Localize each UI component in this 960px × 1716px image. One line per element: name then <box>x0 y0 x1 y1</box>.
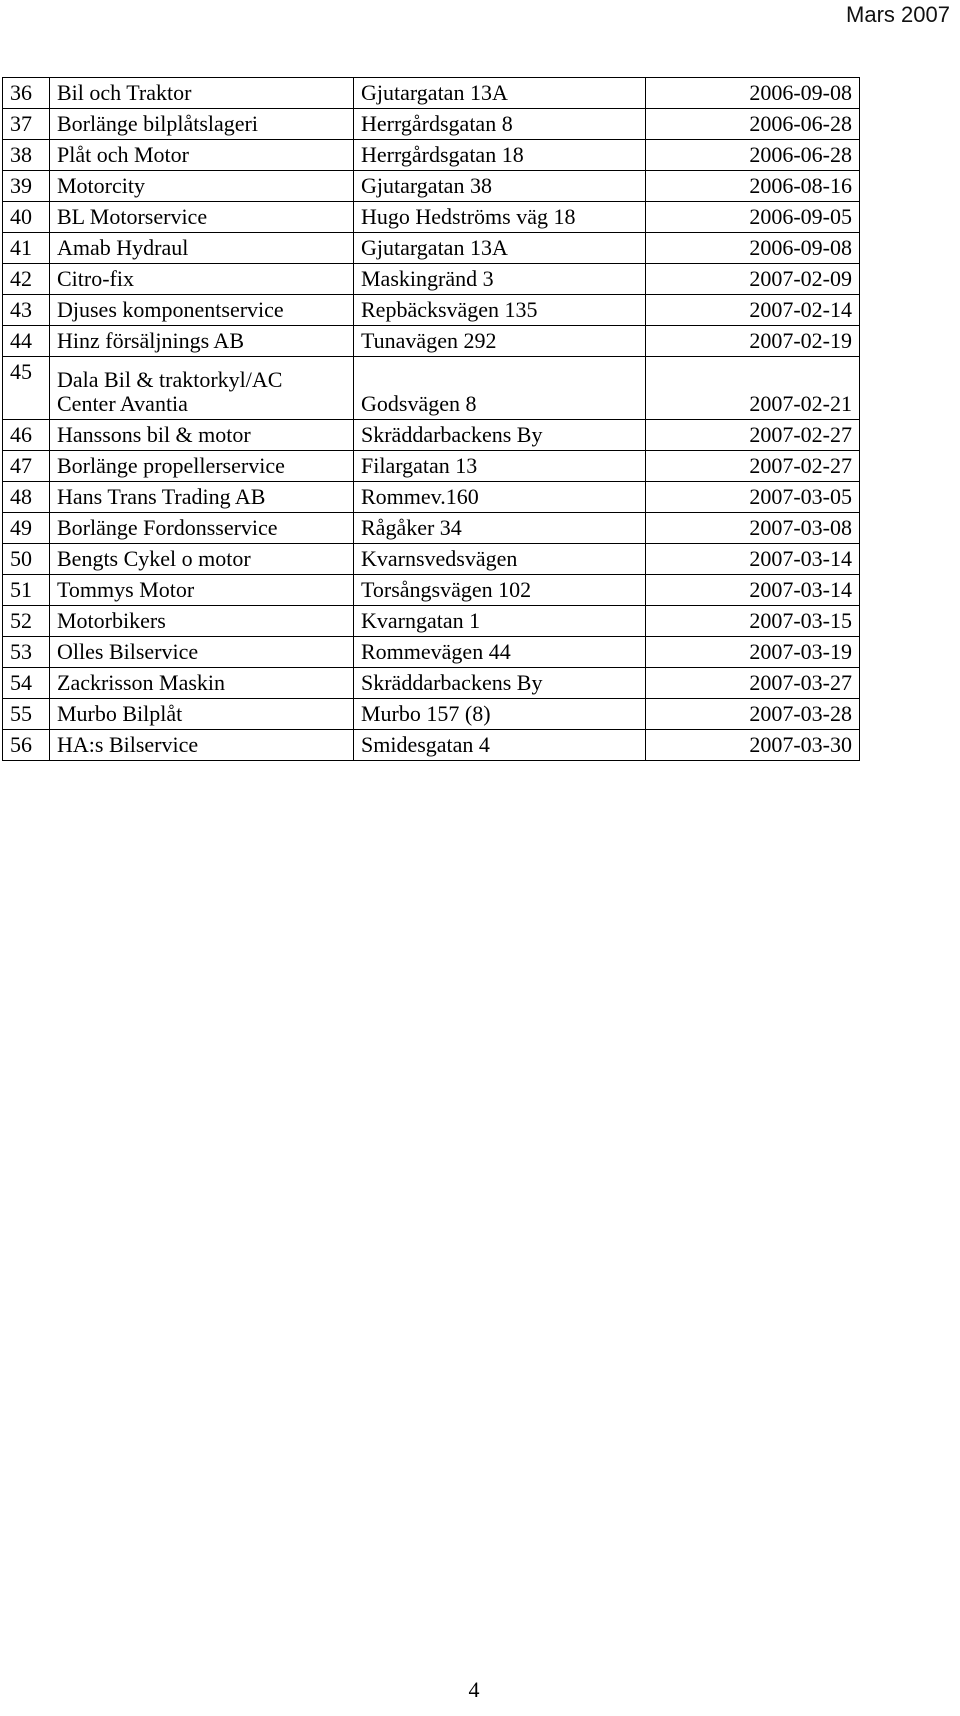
company-address: Herrgårdsgatan 8 <box>354 109 646 140</box>
table-row <box>3 326 860 357</box>
company-name: Murbo Bilplåt <box>50 699 354 730</box>
registration-date: 2007-03-19 <box>646 637 860 668</box>
registration-date: 2007-03-08 <box>646 513 860 544</box>
table-row <box>3 109 860 140</box>
company-name: Hanssons bil & motor <box>50 420 354 451</box>
table-row <box>3 264 860 295</box>
registration-date: 2006-09-08 <box>646 233 860 264</box>
registration-date: 2007-03-28 <box>646 699 860 730</box>
table-row <box>3 575 860 606</box>
table-row <box>3 513 860 544</box>
company-address: Gjutargatan 13A <box>354 233 646 264</box>
row-number: 54 <box>3 668 50 699</box>
company-registry-table <box>2 77 860 761</box>
row-number: 50 <box>3 544 50 575</box>
company-name: Hans Trans Trading AB <box>50 482 354 513</box>
table-row <box>3 451 860 482</box>
company-address: Tunavägen 292 <box>354 326 646 357</box>
row-number: 46 <box>3 420 50 451</box>
company-address: Rågåker 34 <box>354 513 646 544</box>
table-row <box>3 699 860 730</box>
row-number: 56 <box>3 730 50 761</box>
row-number: 47 <box>3 451 50 482</box>
registration-date: 2006-09-08 <box>646 78 860 109</box>
company-name: Amab Hydraul <box>50 233 354 264</box>
row-number: 52 <box>3 606 50 637</box>
row-number: 49 <box>3 513 50 544</box>
company-name: Plåt och Motor <box>50 140 354 171</box>
company-name: Bil och Traktor <box>50 78 354 109</box>
company-address: Smidesgatan 4 <box>354 730 646 761</box>
company-address: Rommev.160 <box>354 482 646 513</box>
company-name: Borlänge bilplåtslageri <box>50 109 354 140</box>
company-address: Repbäcksvägen 135 <box>354 295 646 326</box>
registration-date: 2007-02-27 <box>646 420 860 451</box>
table-row <box>3 730 860 761</box>
company-name: Bengts Cykel o motor <box>50 544 354 575</box>
company-name: Citro-fix <box>50 264 354 295</box>
registration-date: 2007-02-27 <box>646 451 860 482</box>
company-name: Djuses komponentservice <box>50 295 354 326</box>
company-name: Zackrisson Maskin <box>50 668 354 699</box>
registration-date: 2007-02-21 <box>646 357 860 420</box>
table-row <box>3 482 860 513</box>
company-address: Gjutargatan 38 <box>354 171 646 202</box>
row-number: 53 <box>3 637 50 668</box>
table-row <box>3 544 860 575</box>
company-name: Tommys Motor <box>50 575 354 606</box>
company-name: HA:s Bilservice <box>50 730 354 761</box>
registration-date: 2006-08-16 <box>646 171 860 202</box>
registration-date: 2007-03-14 <box>646 575 860 606</box>
page-number: 4 <box>468 1677 480 1702</box>
company-name: Motorbikers <box>50 606 354 637</box>
row-number: 43 <box>3 295 50 326</box>
row-number: 41 <box>3 233 50 264</box>
company-address: Rommevägen 44 <box>354 637 646 668</box>
registration-date: 2007-03-15 <box>646 606 860 637</box>
company-address: Gjutargatan 13A <box>354 78 646 109</box>
company-address: Godsvägen 8 <box>354 357 646 420</box>
company-address: Torsångsvägen 102 <box>354 575 646 606</box>
table-row <box>3 668 860 699</box>
row-number: 44 <box>3 326 50 357</box>
table-row <box>3 140 860 171</box>
registration-date: 2007-02-14 <box>646 295 860 326</box>
row-number: 37 <box>3 109 50 140</box>
row-number: 38 <box>3 140 50 171</box>
row-number: 39 <box>3 171 50 202</box>
table-row <box>3 78 860 109</box>
company-name: Borlänge Fordonsservice <box>50 513 354 544</box>
company-name-line-2: Center Avantia <box>57 391 188 416</box>
company-name-line-1: Dala Bil & traktorkyl/AC <box>57 367 283 392</box>
company-address: Skräddarbackens By <box>354 420 646 451</box>
company-name: BL Motorservice <box>50 202 354 233</box>
row-number: 42 <box>3 264 50 295</box>
company-address: Murbo 157 (8) <box>354 699 646 730</box>
table-row <box>3 357 860 420</box>
registration-date: 2007-03-14 <box>646 544 860 575</box>
company-address: Maskingränd 3 <box>354 264 646 295</box>
company-name <box>50 357 354 420</box>
company-name: Motorcity <box>50 171 354 202</box>
company-address: Kvarngatan 1 <box>354 606 646 637</box>
company-address: Kvarnsvedsvägen <box>354 544 646 575</box>
registration-date: 2006-09-05 <box>646 202 860 233</box>
table-row <box>3 202 860 233</box>
table-row <box>3 606 860 637</box>
registration-date: 2006-06-28 <box>646 140 860 171</box>
company-address: Hugo Hedströms väg 18 <box>354 202 646 233</box>
company-address: Filargatan 13 <box>354 451 646 482</box>
registration-date: 2007-02-19 <box>646 326 860 357</box>
header-date: Mars 2007 <box>846 2 950 27</box>
registration-date: 2007-03-30 <box>646 730 860 761</box>
table-row <box>3 233 860 264</box>
registration-date: 2007-03-05 <box>646 482 860 513</box>
registration-date: 2007-02-09 <box>646 264 860 295</box>
company-address: Skräddarbackens By <box>354 668 646 699</box>
row-number: 40 <box>3 202 50 233</box>
row-number: 55 <box>3 699 50 730</box>
table-row <box>3 171 860 202</box>
table-row <box>3 637 860 668</box>
row-number: 51 <box>3 575 50 606</box>
company-name: Borlänge propellerservice <box>50 451 354 482</box>
registration-date: 2006-06-28 <box>646 109 860 140</box>
row-number: 45 <box>3 357 50 420</box>
company-name: Hinz försäljnings AB <box>50 326 354 357</box>
company-address: Herrgårdsgatan 18 <box>354 140 646 171</box>
table-row <box>3 420 860 451</box>
row-number: 48 <box>3 482 50 513</box>
row-number: 36 <box>3 78 50 109</box>
company-name: Olles Bilservice <box>50 637 354 668</box>
registration-date: 2007-03-27 <box>646 668 860 699</box>
table-row <box>3 295 860 326</box>
